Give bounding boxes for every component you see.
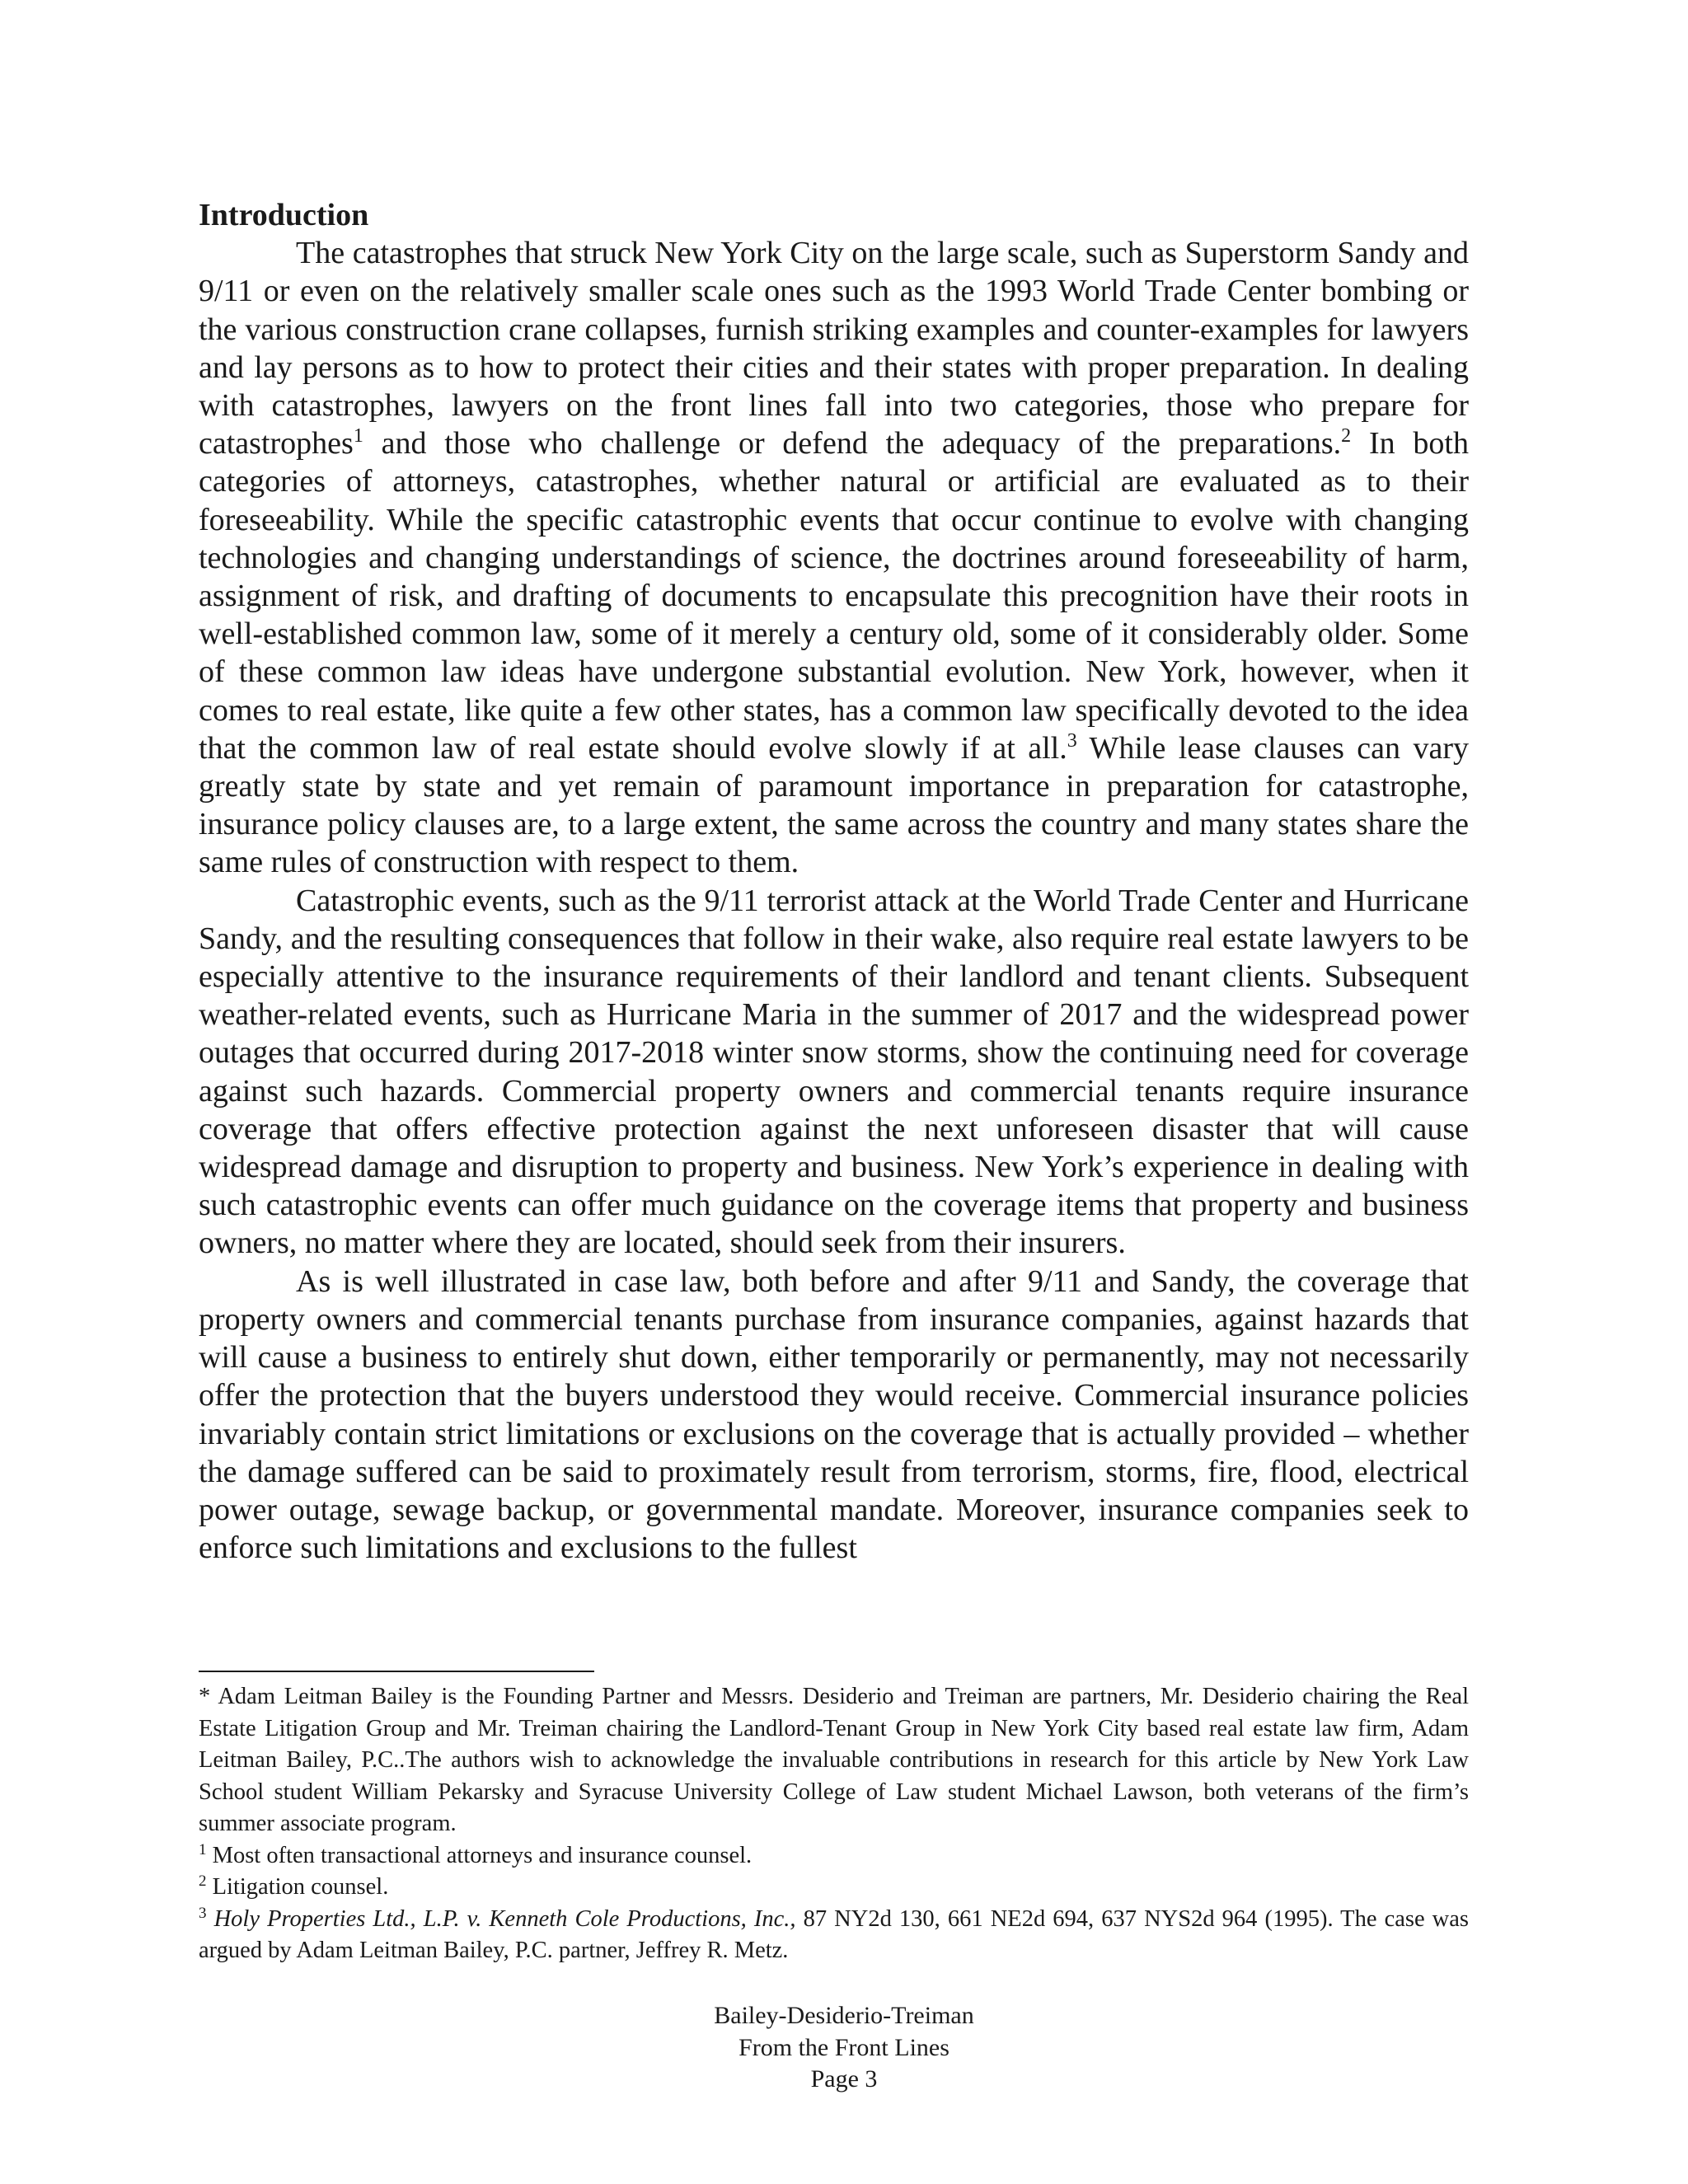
footer-authors: Bailey-Desiderio-Treiman: [714, 2002, 974, 2029]
footnote-1: [199, 1840, 1469, 1872]
footnotes: [199, 1681, 1469, 1967]
paragraph-1-text-b: and those who challenge or defend the adequacy of the preparations.: [363, 426, 1342, 462]
footnote-2-mark: 2: [199, 1872, 207, 1890]
footnote-3-text: 87 NY2d 130, 661 NE2d 694, 637 NYS2d 964 (1995). The case was argued by Adam Leitman Bailey, P.C. partner, Jeffrey R. Metz.: [199, 1905, 1470, 1963]
paragraph-1-text-c: In both categories of attorneys, catastrophes, whether natural or artificial are evaluated as to their foreseeability. While the specific catastrophic events that occur continue to evolve with changing technologies and changing understandings of science, the doctrines around foreseeability of harm, assignment of risk, and drafting of documents to encapsulate this precognition have their roots in well-established common law, some of it merely a century old, some of it considerably older. Some of these common law ideas have undergone substantial evolution. New York, however, when it comes to real estate, like quite a few other states, has a common law specifically devoted to the idea that the common law of real estate should evolve slowly if at all.: [199, 426, 1469, 766]
page-footer: [0, 2000, 1688, 2096]
footnote-2: [199, 1872, 1469, 1904]
paragraph-1-text-d: While lease clauses can vary greatly state by state and yet remain of paramount importance in preparation for catastrophe, insurance policy clauses are, to a large extent, the same across the country and many states share the same rules of construction with respect to them.: [199, 730, 1470, 880]
section-heading: Introduction: [199, 198, 369, 232]
footer-title: From the Front Lines: [738, 2033, 950, 2061]
footnote-divider: [199, 1671, 594, 1672]
paragraph-2: Catastrophic events, such as the 9/11 terrorist attack at the World Trade Center and Hurricane Sandy, and the resulting consequences that follow in their wake, also require real estate lawyers to be especially attentive to the insurance requirements of their landlord and tenant clients. Subsequent weather-related events, such as Hurricane Maria in the summer of 2017 and the widespread power outages that occurred during 2017-2018 winter snow storms, show the continuing need for coverage against such hazards. Commercial property owners and commercial tenants require insurance coverage that offers effective protection against the next unforeseen disaster that will cause widespread damage and disruption to property and business. New York’s experience in dealing with such catastrophic events can offer much guidance on the coverage items that property and business owners, no matter where they are located, should seek from their insurers.: [199, 883, 1469, 1261]
footnote-author: * Adam Leitman Bailey is the Founding Partner and Messrs. Desiderio and Treiman are partners, Mr. Desiderio chairing the Real Estate Litigation Group and Mr. Treiman chairing the Landlord-Tenant Group in New York City based real estate law firm, Adam Leitman Bailey, P.C..The authors wish to acknowledge the invaluable contributions in research for this article by New York Law School student William Pekarsky and Syracuse University College of Law student Michael Lawson, both veterans of the firm’s summer associate program.: [199, 1684, 1469, 1836]
footnote-1-text: Most often transactional attorneys and insurance counsel.: [206, 1842, 753, 1868]
footer-page-number: Page 3: [810, 2065, 878, 2093]
footnote-1-mark: 1: [199, 1840, 207, 1858]
footnote-2-text: Litigation counsel.: [206, 1874, 389, 1900]
body-text: [199, 196, 1469, 1567]
paragraph-3: As is well illustrated in case law, both before and after 9/11 and Sandy, the coverage that property owners and commercial tenants purchase from insurance companies, against hazards that will cause a business to entirely shut down, either temporarily or permanently, may not necessarily offer the protection that the buyers understood they would receive. Commercial insurance policies invariably contain strict limitations or exclusions on the coverage that is actually provided – whether the damage suffered can be said to proximately result from terrorism, storms, fire, flood, electrical power outage, sewage backup, or governmental mandate. Moreover, insurance companies seek to enforce such limitations and exclusions to the fullest: [199, 1263, 1469, 1566]
footnote-ref-3[interactable]: 3: [1067, 729, 1077, 752]
footnote-ref-2[interactable]: 2: [1341, 425, 1352, 448]
footnote-ref-1[interactable]: 1: [353, 425, 363, 448]
footnote-3: [199, 1904, 1469, 1967]
paragraph-1-text-a: The catastrophes that struck New York City on the large scale, such as Superstorm Sandy and 9/11 or even on the relatively smaller scale ones such as the 1993 World Trade Center bombing or the various construction crane collapses, furnish striking examples and counter-examples for lawyers and lay persons as to how to protect their cities and their states with proper preparation. In dealing with catastrophes, lawyers on the front lines fall into two categories, those who prepare for catastrophes: [199, 236, 1469, 462]
footnote-3-case-name: Holy Properties Ltd., L.P. v. Kenneth Cole Productions, Inc.,: [213, 1905, 796, 1932]
paragraph-1: [199, 234, 1469, 881]
footnote-3-mark: 3: [199, 1904, 207, 1922]
